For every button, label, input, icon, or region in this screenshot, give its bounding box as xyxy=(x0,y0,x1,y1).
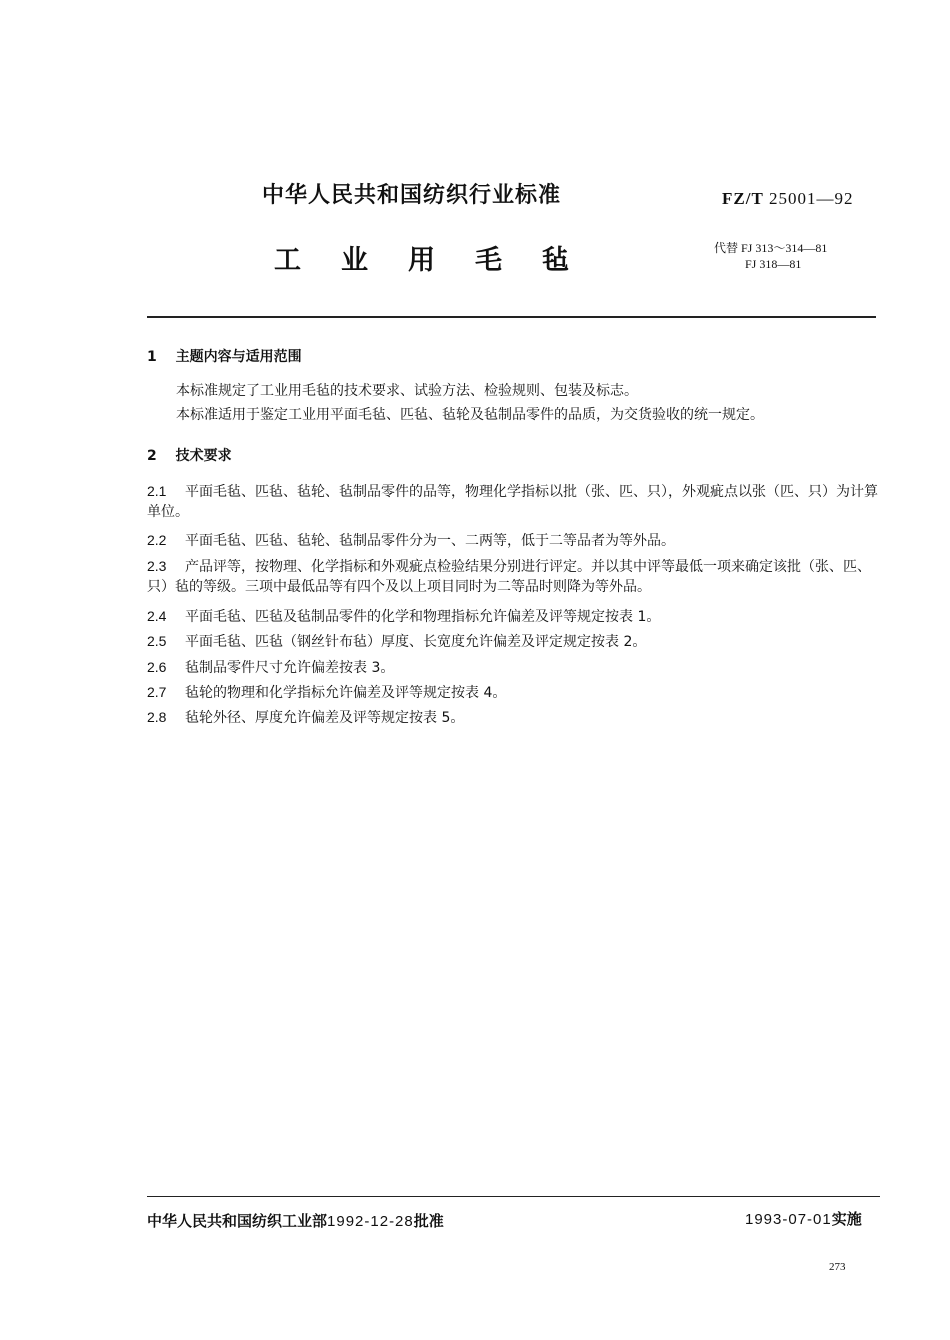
clause-text: 平面毛毡、匹毡及毡制品零件的化学和物理指标允许偏差及评等规定按表 1。 xyxy=(185,609,661,625)
effective-statement xyxy=(745,1208,862,1229)
effective-date: 1993-07-01 xyxy=(745,1211,832,1228)
section-title: 技术要求 xyxy=(175,448,232,464)
section-1-paragraph-1: 本标准规定了工业用毛毡的技术要求、试验方法、检验规则、包装及标志。 xyxy=(176,383,638,399)
document-title: 工业用毛毡 xyxy=(274,245,609,276)
replaces-note xyxy=(714,240,827,272)
approver: 中华人民共和国纺织工业部 xyxy=(147,1212,328,1230)
clause-number: 2.3 xyxy=(147,558,167,574)
standard-code xyxy=(722,189,854,209)
clause-number: 2.1 xyxy=(147,483,167,499)
clause-number: 2.8 xyxy=(147,709,167,725)
header-divider xyxy=(147,316,876,318)
section-2-heading xyxy=(147,445,232,465)
clause-text: 平面毛毡、匹毡、毡轮、毡制品零件的品等，物理化学指标以批（张、匹、只），外观疵点以张（匹、只）为计算单位。 xyxy=(147,484,878,520)
section-number: 2 xyxy=(147,448,157,464)
clause-number: 2.6 xyxy=(147,659,167,675)
clause-2-2 xyxy=(147,530,882,551)
clause-2-6 xyxy=(147,657,882,678)
section-1-heading xyxy=(147,346,302,366)
approval-label: 批准 xyxy=(413,1212,444,1230)
approval-statement xyxy=(147,1210,444,1231)
clause-2-8 xyxy=(147,707,882,728)
replaces-line-1: 代替 FJ 313～314—81 xyxy=(714,241,828,255)
replaces-line-2: FJ 318—81 xyxy=(745,257,802,271)
page-number: 273 xyxy=(829,1261,846,1273)
clause-text: 产品评等，按物理、化学指标和外观疵点检验结果分别进行评定。并以其中评等最低一项来确定该批（张、匹、只）毡的等级。三项中最低品等有四个及以上项目同时为二等品时则降为等外品。 xyxy=(147,559,871,595)
section-title: 主题内容与适用范围 xyxy=(175,349,302,365)
standard-code-prefix: FZ/T xyxy=(722,189,764,208)
clause-text: 平面毛毡、匹毡（钢丝针布毡）厚度、长宽度允许偏差及评定规定按表 2。 xyxy=(185,634,647,650)
standard-code-number: 25001—92 xyxy=(769,189,854,208)
clause-number: 2.2 xyxy=(147,532,167,548)
clause-text: 毡轮的物理和化学指标允许偏差及评等规定按表 4。 xyxy=(185,685,507,701)
effective-label: 实施 xyxy=(831,1210,862,1228)
standard-category: 中华人民共和国纺织行业标准 xyxy=(262,183,562,208)
clause-2-1 xyxy=(147,481,882,522)
clause-text: 平面毛毡、匹毡、毡轮、毡制品零件分为一、二两等，低于二等品者为等外品。 xyxy=(185,533,675,549)
clause-2-7 xyxy=(147,682,882,703)
clause-text: 毡制品零件尺寸允许偏差按表 3。 xyxy=(185,660,395,676)
clause-number: 2.5 xyxy=(147,633,167,649)
clause-2-3 xyxy=(147,556,882,597)
clause-number: 2.4 xyxy=(147,608,167,624)
clause-2-5 xyxy=(147,631,882,652)
section-1-paragraph-2: 本标准适用于鉴定工业用平面毛毡、匹毡、毡轮及毡制品零件的品质，为交货验收的统一规定。 xyxy=(176,407,764,423)
approval-date: 1992-12-28 xyxy=(327,1213,414,1230)
section-number: 1 xyxy=(147,349,157,365)
clause-text: 毡轮外径、厚度允许偏差及评等规定按表 5。 xyxy=(185,710,465,726)
footer-divider xyxy=(147,1196,880,1197)
clause-number: 2.7 xyxy=(147,684,167,700)
clause-2-4 xyxy=(147,606,882,627)
